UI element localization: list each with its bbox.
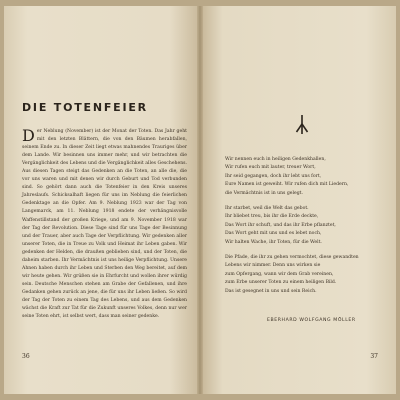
poem-line: Das Wort geht mit uns und es lebet noch, bbox=[225, 231, 322, 237]
chapter-title: DIE TOTENFEIER bbox=[22, 101, 148, 114]
poem-line: zum Erbe unserer Toten zu einem heiligen Bild. bbox=[225, 280, 337, 286]
poem-line: die Vermächtnis ist in uns gelegt. bbox=[225, 190, 303, 196]
body-paragraph: er Neblung (November) ist der Monat der Toten. Das Jahr geht mit den letzten Blättern, die von den Bäumen herabfallen, seinem Ende zu. In dieser Zeit liegt etwas mahnendes Trauriges über dem Lande. Wir besinnen uns immer mehr, und wir betrachten die Vergänglichkeit des Lebens und die Vergänglichkeit alles Geschehens. Aus diesen Tagen steigt das Gedenken an die Toten, an alle die, die vor uns waren und mit denen wir durch Geburt und Tod verbunden sind. So gehört dann auch die Totenfeier in den Kreis unseres Jahreslaufs. Schicksalhaft liegen für uns im Neblung die feierlichen Gedenktage an die Opfer. Am 9. Neblung 1923 war der Tag von Langemarck, am 11. Neblung 1918 endete der verhängnisvolle Waffenstillstand der großen Kriege, und am 9. November 1918 war der Tag der Revolution. Diese Tage sind für uns Tage der Besinnung und der Trauer, aber auch Tage der Verpflichtung. Wir gedenken aller unserer Toten, die in Treue zu Volk und Heimat ihr Leben gaben. Wir gedenken der Helden, die draußen geblieben sind, und der Toten, die daheim starben. Ihr Vermächtnis ist uns heilige Verpflichtung. Unsere Ahnen haben durch ihr Leben und Sterben den Weg bereitet, auf dem wir heute gehen. Wir grüßen sie in Ehrfurcht und wollen ihrer würdig sein. Deutsche Menschen stehen am Grabe der Gefallenen, und ihre Gedanken gehen zurück an jene, die für uns ihr Leben ließen. So wird der Tag der Toten zu einem Tag des Lebens, und aus dem Gedenken wächst die Kraft zur Tat für die Zukunft unseres Volkes, denn nur wer seine Toten ehrt, ist selbst wert, dass man seiner gedenke. bbox=[22, 129, 187, 320]
poem-stanza bbox=[225, 254, 385, 296]
body-text bbox=[22, 128, 187, 321]
page-number-right: 37 bbox=[370, 353, 378, 360]
poem-line: Das Wort ihr schuft, und das ihr Erbe pflanztet, bbox=[225, 222, 336, 228]
poem-line: zum Opfergang, wann wir dem Grab vereinen, bbox=[225, 271, 334, 277]
book-gutter bbox=[197, 6, 203, 394]
poem-line: Ihr bliebet treu, bis ihr die Erde deckte, bbox=[225, 214, 319, 220]
poem-line: Wir nennen euch in heiligen Gedenkhallen, bbox=[225, 157, 326, 162]
poem-line: Eure Namen ist geweiht. Wir rufen dich mit Liedern, bbox=[225, 182, 349, 188]
book-spread bbox=[4, 6, 396, 394]
poem-line: Ihr starbet, weil die Welt das gebot. bbox=[225, 206, 309, 212]
poem-line: Das ist gesegnet in uns und sein Reich. bbox=[225, 288, 317, 294]
poem-stanza bbox=[225, 205, 385, 247]
left-page bbox=[4, 6, 199, 394]
poem-line: Wir rufen euch mit lauter, treuer Wort, bbox=[225, 165, 316, 171]
poem-line: Wir halten Wache, ihr Toten, für die Welt. bbox=[225, 239, 322, 245]
poem-author: EBERHARD WOLFGANG MÖLLER bbox=[267, 318, 356, 323]
poem-line: Lebens wir nimmer. Denn uns wirken sie bbox=[225, 263, 321, 269]
poem-line: Die Pfade, die ihr zu gehen vermochtet, diese gewandten bbox=[225, 255, 359, 261]
drop-cap: D bbox=[22, 126, 35, 145]
poem bbox=[225, 156, 385, 303]
poem-stanza bbox=[225, 156, 385, 198]
page-number-left: 36 bbox=[22, 353, 30, 360]
poem-line: Ihr seid gegangen, doch ihr lebt uns fort, bbox=[225, 173, 322, 179]
rune-icon bbox=[295, 113, 309, 135]
right-page bbox=[199, 6, 396, 394]
